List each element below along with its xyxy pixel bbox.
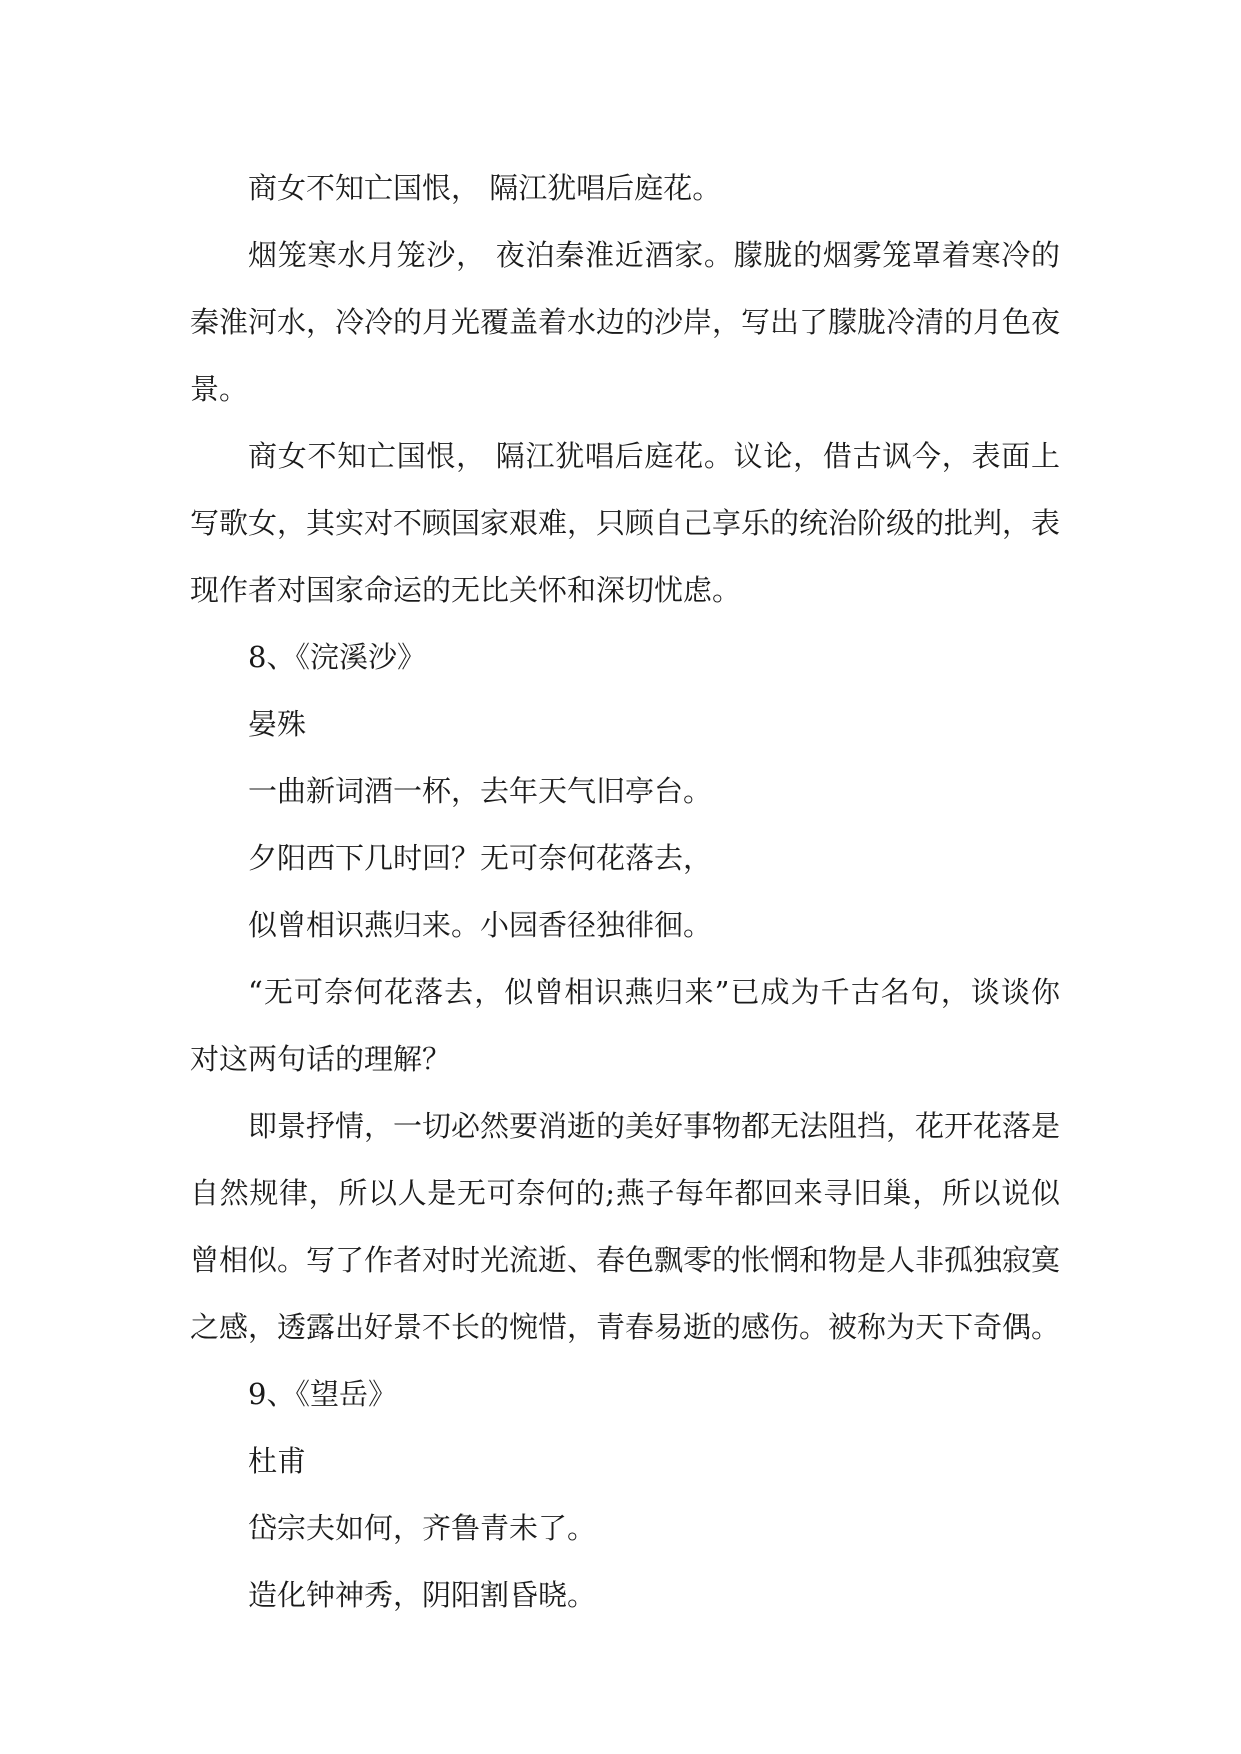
question-paragraph: “无可奈何花落去，似曾相识燕归来”已成为千古名句，谈谈你对这两句话的理解？ xyxy=(190,975,1060,1076)
commentary-paragraph: 烟笼寒水月笼沙， 夜泊秦淮近酒家。朦胧的烟雾笼罩着寒冷的秦淮河水，冷冷的月光覆盖着水边的沙岸，写出了朦胧冷清的月色夜景。 xyxy=(190,238,1061,406)
poem-title: 9、《望岳》 xyxy=(248,1377,397,1411)
poem-line: 岱宗夫如何，齐鲁青未了。 xyxy=(248,1511,597,1545)
poem-author: 杜甫 xyxy=(248,1444,307,1478)
poem-line: 商女不知亡国恨， 隔江犹唱后庭花。 xyxy=(248,171,722,205)
commentary-paragraph: 商女不知亡国恨， 隔江犹唱后庭花。议论，借古讽今，表面上写歌女，其实对不顾国家艰难，只顾自己享乐的统治阶级的批判，表现作者对国家命运的无比关怀和深切忧虑。 xyxy=(190,439,1061,607)
answer-paragraph: 即景抒情，一切必然要消逝的美好事物都无法阻挡，花开花落是自然规律，所以人是无可奈何的;燕子每年都回来寻旧巢，所以说似曾相似。写了作者对时光流逝、春色飘零的怅惘和物是人非孤独寂寞之感，透露出好景不长的惋惜，青春易逝的感伤。被称为天下奇偶。 xyxy=(190,1109,1061,1344)
poem-author: 晏殊 xyxy=(248,707,307,741)
poem-line: 夕阳西下几时回？无可奈何花落去， xyxy=(248,841,713,875)
poem-line: 造化钟神秀，阴阳割昏晓。 xyxy=(248,1578,597,1612)
poem-line: 似曾相识燕归来。小园香径独徘徊。 xyxy=(248,908,713,942)
document-page xyxy=(190,155,1060,1629)
poem-title: 8、《浣溪沙》 xyxy=(248,640,426,674)
poem-line: 一曲新词酒一杯，去年天气旧亭台。 xyxy=(248,774,713,808)
